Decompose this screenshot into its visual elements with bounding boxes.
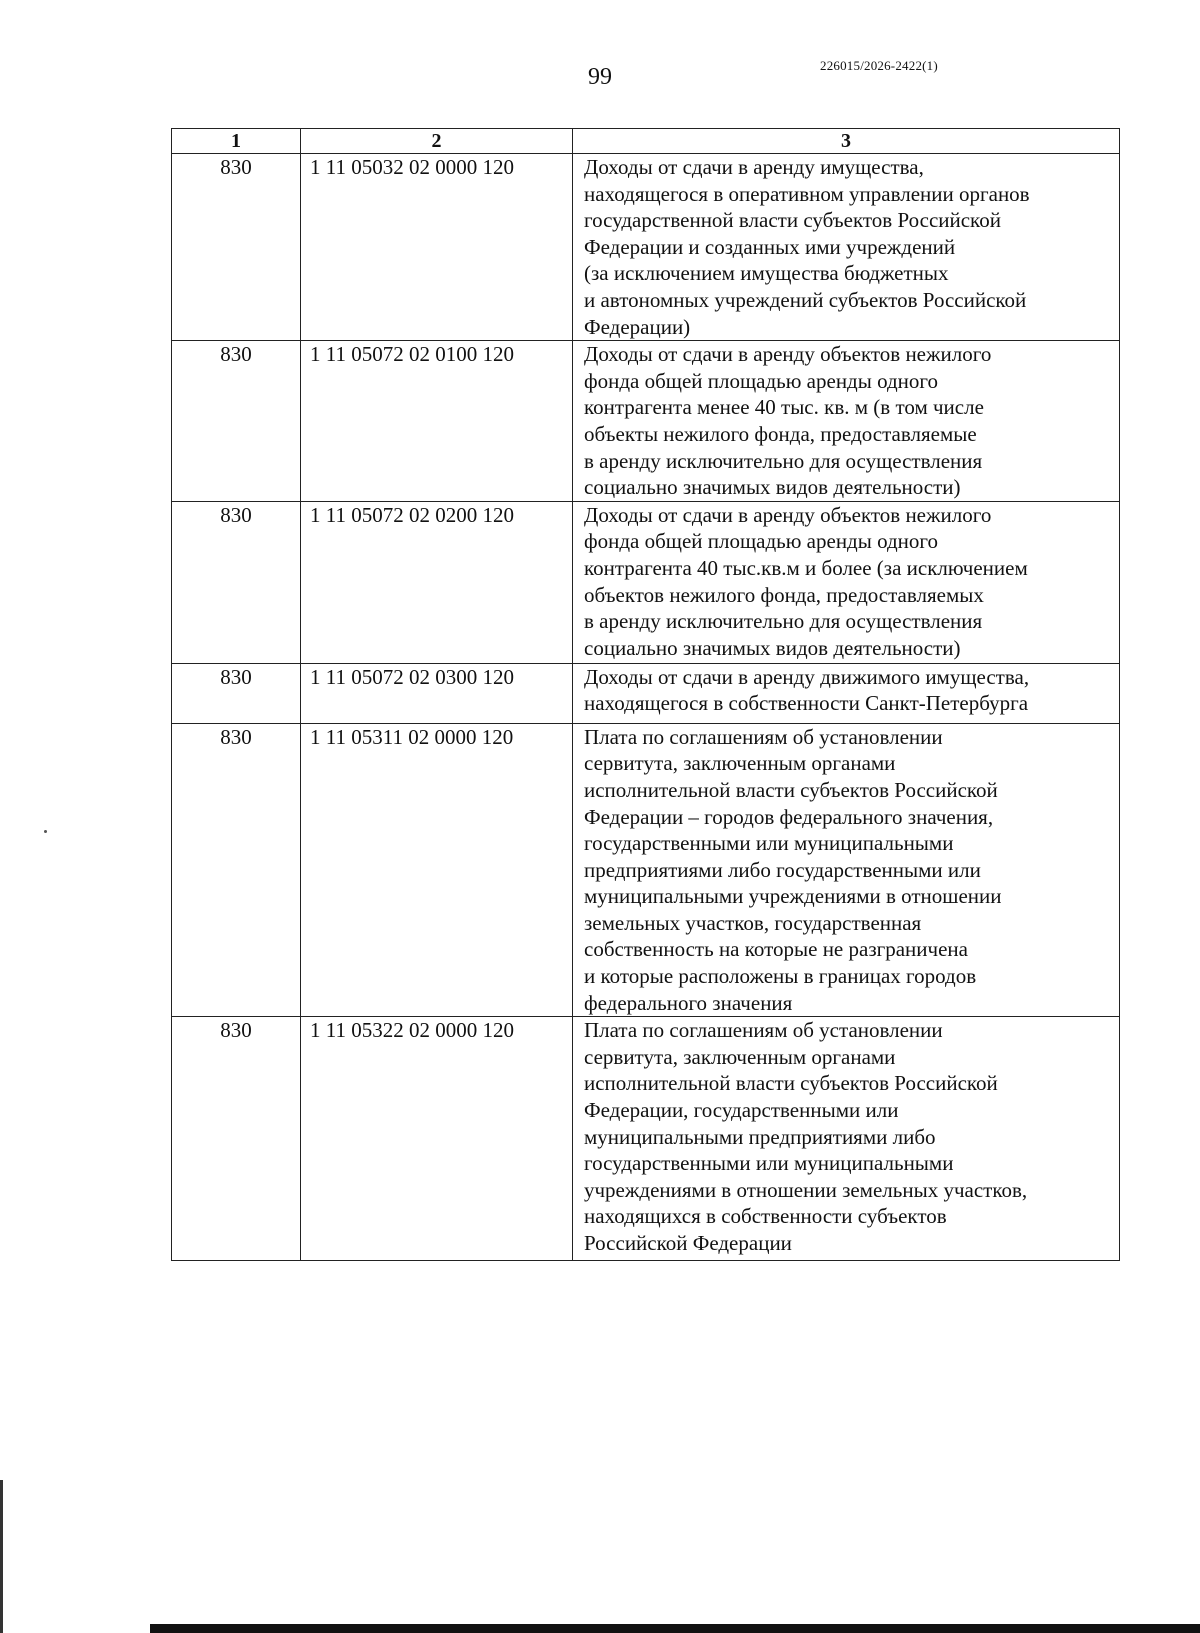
admin-code-cell: 830 bbox=[172, 501, 301, 663]
table-row bbox=[172, 341, 1120, 502]
description-text: Доходы от сдачи в аренду имущества, находящегося в оперативном управлении органов государственной власти субъектов Российской Федерации и созданных ими учреждений (за исключением имущества бюджетных и автономных учреждений субъектов Российской Федерации) bbox=[584, 155, 1030, 339]
table-body bbox=[172, 154, 1120, 1261]
admin-code-cell: 830 bbox=[172, 341, 301, 502]
scan-speck bbox=[44, 830, 47, 833]
budget-code-cell: 1 11 05032 02 0000 120 bbox=[301, 154, 573, 341]
budget-code-cell: 1 11 05072 02 0200 120 bbox=[301, 501, 573, 663]
description-text: Доходы от сдачи в аренду движимого имущества, находящегося в собственности Санкт-Петербурга bbox=[584, 664, 1030, 716]
admin-code-cell: 830 bbox=[172, 154, 301, 341]
table-row bbox=[172, 1017, 1120, 1261]
column-header-1: 1 bbox=[172, 129, 301, 154]
description-text: Доходы от сдачи в аренду объектов нежилого фонда общей площадью аренды одного контрагента 40 тыс.кв.м и более (за исключением объектов нежилого фонда, предоставляемых в аренду исключительно для осуществления социально значимых видов деятельности) bbox=[584, 502, 1028, 660]
description-cell bbox=[573, 723, 1120, 1017]
budget-code-cell: 1 11 05072 02 0300 120 bbox=[301, 663, 573, 723]
description-cell bbox=[573, 341, 1120, 502]
scan-bottom-border bbox=[150, 1624, 1200, 1633]
table-row bbox=[172, 663, 1120, 723]
budget-code-cell: 1 11 05322 02 0000 120 bbox=[301, 1017, 573, 1261]
description-cell bbox=[573, 501, 1120, 663]
admin-code-cell: 830 bbox=[172, 1017, 301, 1261]
table-row bbox=[172, 723, 1120, 1017]
description-text: Плата по соглашениям об установлении сервитута, заключенным органами исполнительной власти субъектов Российской Федерации, государственными или муниципальными предприятиями либо государственными или муниципальными учреждениями в отношении земельных участков, находящихся в собственности субъектов Российской Федерации bbox=[584, 1018, 1028, 1255]
table-header bbox=[172, 129, 1120, 154]
table-row bbox=[172, 154, 1120, 341]
budget-code-cell: 1 11 05072 02 0100 120 bbox=[301, 341, 573, 502]
budget-code-cell: 1 11 05311 02 0000 120 bbox=[301, 723, 573, 1017]
scan-edge-mark bbox=[0, 1480, 3, 1633]
table-header-row bbox=[172, 129, 1120, 154]
admin-code-cell: 830 bbox=[172, 723, 301, 1017]
description-cell bbox=[573, 1017, 1120, 1261]
column-header-3: 3 bbox=[573, 129, 1120, 154]
description-cell bbox=[573, 663, 1120, 723]
column-header-2: 2 bbox=[301, 129, 573, 154]
description-text: Доходы от сдачи в аренду объектов нежилого фонда общей площадью аренды одного контрагента менее 40 тыс. кв. м (в том числе объекты нежилого фонда, предоставляемые в аренду исключительно для осуществления социально значимых видов деятельности) bbox=[584, 342, 992, 500]
page-number: 99 bbox=[588, 64, 612, 90]
table-row bbox=[172, 501, 1120, 663]
document-code: 226015/2026-2422(1) bbox=[820, 58, 938, 73]
description-text: Плата по соглашениям об установлении сервитута, заключенным органами исполнительной власти субъектов Российской Федерации – городов федерального значения, государственными или муниципальными предприятиями либо государственными или муниципальными учреждениями в отношении земельных участков, государственная собственность на которые не разграничена и которые расположены в границах городов федерального значения bbox=[584, 724, 1002, 1015]
budget-classification-table bbox=[171, 128, 1120, 1261]
description-cell bbox=[573, 154, 1120, 341]
admin-code-cell: 830 bbox=[172, 663, 301, 723]
